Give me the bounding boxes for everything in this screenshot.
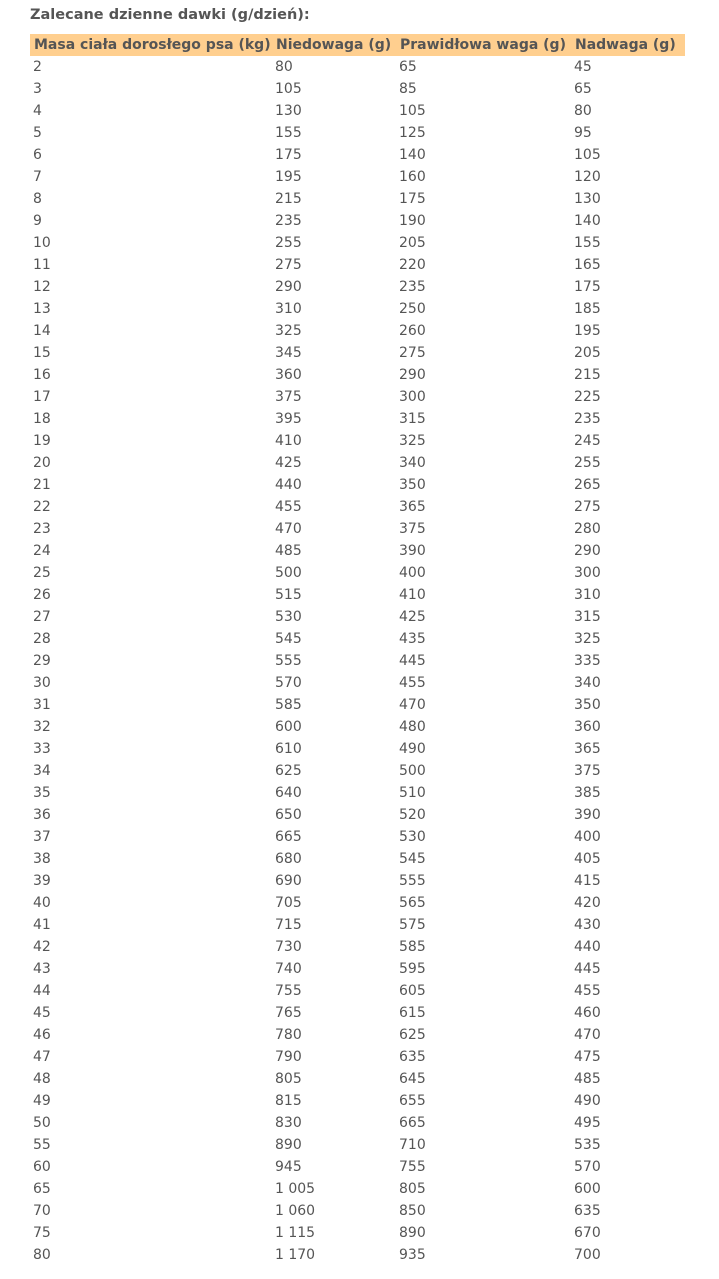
table-row [30,1156,685,1178]
cell-normal-weight: 105 [399,103,426,119]
cell-overweight: 490 [574,1093,601,1109]
cell-dog-weight: 15 [33,345,51,361]
cell-underweight: 515 [275,587,302,603]
table-row [30,1002,685,1024]
cell-overweight: 275 [574,499,601,515]
cell-overweight: 670 [574,1225,601,1241]
cell-underweight: 500 [275,565,302,581]
cell-underweight: 1 170 [275,1247,316,1263]
cell-normal-weight: 645 [399,1071,426,1087]
cell-dog-weight: 30 [33,675,51,691]
cell-normal-weight: 300 [399,389,426,405]
cell-dog-weight: 42 [33,939,51,955]
cell-dog-weight: 17 [33,389,51,405]
cell-normal-weight: 275 [399,345,426,361]
cell-normal-weight: 125 [399,125,426,141]
cell-overweight: 535 [574,1137,601,1153]
cell-overweight: 375 [574,763,601,779]
cell-underweight: 470 [275,521,302,537]
table-row [30,188,685,210]
cell-overweight: 310 [574,587,601,603]
cell-normal-weight: 850 [399,1203,426,1219]
cell-overweight: 335 [574,653,601,669]
cell-normal-weight: 85 [399,81,417,97]
header-normal-weight: Prawidłowa waga (g) [400,37,566,53]
table-row [30,386,685,408]
cell-dog-weight: 19 [33,433,51,449]
cell-underweight: 130 [275,103,302,119]
cell-underweight: 610 [275,741,302,757]
cell-dog-weight: 35 [33,785,51,801]
cell-underweight: 830 [275,1115,302,1131]
table-row [30,584,685,606]
header-underweight: Niedowaga (g) [276,37,392,53]
cell-normal-weight: 805 [399,1181,426,1197]
table-row [30,826,685,848]
cell-overweight: 105 [574,147,601,163]
cell-overweight: 390 [574,807,601,823]
cell-underweight: 640 [275,785,302,801]
cell-overweight: 255 [574,455,601,471]
table-row [30,980,685,1002]
cell-dog-weight: 27 [33,609,51,625]
cell-dog-weight: 10 [33,235,51,251]
cell-underweight: 440 [275,477,302,493]
table-row [30,848,685,870]
cell-overweight: 155 [574,235,601,251]
cell-dog-weight: 65 [33,1181,51,1197]
cell-dog-weight: 5 [33,125,42,141]
cell-dog-weight: 21 [33,477,51,493]
cell-overweight: 315 [574,609,601,625]
cell-normal-weight: 235 [399,279,426,295]
cell-dog-weight: 24 [33,543,51,559]
cell-normal-weight: 480 [399,719,426,735]
table-row [30,364,685,386]
cell-underweight: 1 005 [275,1181,316,1197]
cell-overweight: 235 [574,411,601,427]
cell-overweight: 130 [574,191,601,207]
cell-overweight: 360 [574,719,601,735]
cell-underweight: 395 [275,411,302,427]
table-row [30,122,685,144]
cell-normal-weight: 755 [399,1159,426,1175]
cell-overweight: 365 [574,741,601,757]
cell-dog-weight: 2 [33,59,42,75]
table-row [30,1244,685,1266]
cell-dog-weight: 37 [33,829,51,845]
cell-underweight: 360 [275,367,302,383]
cell-normal-weight: 290 [399,367,426,383]
cell-dog-weight: 8 [33,191,42,207]
table-header-row [30,34,685,56]
cell-dog-weight: 36 [33,807,51,823]
cell-normal-weight: 615 [399,1005,426,1021]
cell-normal-weight: 470 [399,697,426,713]
table-row [30,210,685,232]
cell-underweight: 105 [275,81,302,97]
cell-overweight: 405 [574,851,601,867]
cell-dog-weight: 50 [33,1115,51,1131]
cell-overweight: 140 [574,213,601,229]
cell-normal-weight: 935 [399,1247,426,1263]
cell-overweight: 120 [574,169,601,185]
cell-normal-weight: 410 [399,587,426,603]
cell-dog-weight: 48 [33,1071,51,1087]
cell-normal-weight: 655 [399,1093,426,1109]
table-row [30,694,685,716]
cell-overweight: 265 [574,477,601,493]
cell-normal-weight: 435 [399,631,426,647]
cell-normal-weight: 315 [399,411,426,427]
cell-underweight: 375 [275,389,302,405]
cell-underweight: 625 [275,763,302,779]
cell-normal-weight: 350 [399,477,426,493]
table-row [30,166,685,188]
table-row [30,430,685,452]
cell-underweight: 175 [275,147,302,163]
page-title: Zalecane dzienne dawki (g/dzień): [30,7,310,23]
cell-underweight: 310 [275,301,302,317]
table-row [30,78,685,100]
table-row [30,496,685,518]
table-row [30,1024,685,1046]
cell-overweight: 600 [574,1181,601,1197]
cell-underweight: 945 [275,1159,302,1175]
cell-dog-weight: 7 [33,169,42,185]
cell-normal-weight: 140 [399,147,426,163]
table-row [30,914,685,936]
cell-dog-weight: 12 [33,279,51,295]
cell-normal-weight: 390 [399,543,426,559]
cell-overweight: 570 [574,1159,601,1175]
cell-underweight: 815 [275,1093,302,1109]
cell-normal-weight: 545 [399,851,426,867]
cell-dog-weight: 6 [33,147,42,163]
cell-dog-weight: 80 [33,1247,51,1263]
table-row [30,760,685,782]
table-body [30,56,685,1266]
cell-overweight: 460 [574,1005,601,1021]
cell-dog-weight: 33 [33,741,51,757]
cell-overweight: 635 [574,1203,601,1219]
cell-dog-weight: 41 [33,917,51,933]
cell-underweight: 255 [275,235,302,251]
table-row [30,606,685,628]
cell-underweight: 650 [275,807,302,823]
cell-normal-weight: 510 [399,785,426,801]
cell-normal-weight: 365 [399,499,426,515]
cell-dog-weight: 47 [33,1049,51,1065]
cell-normal-weight: 205 [399,235,426,251]
cell-overweight: 440 [574,939,601,955]
cell-dog-weight: 18 [33,411,51,427]
cell-dog-weight: 43 [33,961,51,977]
table-row [30,1068,685,1090]
table-row [30,320,685,342]
cell-underweight: 425 [275,455,302,471]
cell-overweight: 165 [574,257,601,273]
cell-overweight: 415 [574,873,601,889]
cell-underweight: 195 [275,169,302,185]
cell-normal-weight: 520 [399,807,426,823]
cell-underweight: 555 [275,653,302,669]
cell-overweight: 340 [574,675,601,691]
cell-overweight: 290 [574,543,601,559]
table-row [30,892,685,914]
cell-normal-weight: 635 [399,1049,426,1065]
table-row [30,144,685,166]
cell-dog-weight: 29 [33,653,51,669]
table-row [30,298,685,320]
cell-normal-weight: 565 [399,895,426,911]
cell-dog-weight: 23 [33,521,51,537]
cell-normal-weight: 220 [399,257,426,273]
cell-overweight: 485 [574,1071,601,1087]
cell-dog-weight: 9 [33,213,42,229]
cell-overweight: 215 [574,367,601,383]
cell-normal-weight: 375 [399,521,426,537]
table-row [30,1046,685,1068]
cell-underweight: 530 [275,609,302,625]
cell-dog-weight: 25 [33,565,51,581]
cell-underweight: 890 [275,1137,302,1153]
cell-underweight: 345 [275,345,302,361]
cell-underweight: 545 [275,631,302,647]
cell-overweight: 245 [574,433,601,449]
cell-normal-weight: 325 [399,433,426,449]
cell-normal-weight: 585 [399,939,426,955]
cell-overweight: 280 [574,521,601,537]
cell-underweight: 410 [275,433,302,449]
cell-dog-weight: 40 [33,895,51,911]
cell-dog-weight: 4 [33,103,42,119]
table-row [30,716,685,738]
cell-dog-weight: 45 [33,1005,51,1021]
cell-underweight: 570 [275,675,302,691]
cell-underweight: 455 [275,499,302,515]
cell-normal-weight: 890 [399,1225,426,1241]
cell-underweight: 290 [275,279,302,295]
daily-dose-table [30,34,685,1266]
cell-normal-weight: 250 [399,301,426,317]
cell-dog-weight: 11 [33,257,51,273]
cell-overweight: 385 [574,785,601,801]
table-row [30,628,685,650]
table-row [30,672,685,694]
table-row [30,232,685,254]
cell-dog-weight: 22 [33,499,51,515]
table-row [30,936,685,958]
cell-normal-weight: 555 [399,873,426,889]
table-row [30,870,685,892]
cell-overweight: 300 [574,565,601,581]
table-row [30,276,685,298]
cell-overweight: 195 [574,323,601,339]
cell-dog-weight: 20 [33,455,51,471]
cell-overweight: 175 [574,279,601,295]
cell-underweight: 235 [275,213,302,229]
cell-underweight: 780 [275,1027,302,1043]
table-row [30,1178,685,1200]
cell-normal-weight: 175 [399,191,426,207]
table-row [30,650,685,672]
cell-normal-weight: 665 [399,1115,426,1131]
cell-overweight: 95 [574,125,592,141]
cell-normal-weight: 445 [399,653,426,669]
cell-underweight: 155 [275,125,302,141]
header-overweight: Nadwaga (g) [575,37,676,53]
table-row [30,452,685,474]
cell-dog-weight: 26 [33,587,51,603]
table-row [30,1134,685,1156]
cell-underweight: 805 [275,1071,302,1087]
cell-overweight: 400 [574,829,601,845]
cell-normal-weight: 260 [399,323,426,339]
cell-normal-weight: 340 [399,455,426,471]
cell-dog-weight: 70 [33,1203,51,1219]
table-row [30,1222,685,1244]
cell-overweight: 80 [574,103,592,119]
cell-underweight: 600 [275,719,302,735]
cell-overweight: 65 [574,81,592,97]
table-row [30,958,685,980]
cell-normal-weight: 500 [399,763,426,779]
cell-underweight: 705 [275,895,302,911]
cell-normal-weight: 455 [399,675,426,691]
cell-dog-weight: 31 [33,697,51,713]
cell-normal-weight: 595 [399,961,426,977]
cell-underweight: 1 060 [275,1203,316,1219]
cell-underweight: 715 [275,917,302,933]
cell-underweight: 765 [275,1005,302,1021]
cell-overweight: 45 [574,59,592,75]
cell-normal-weight: 625 [399,1027,426,1043]
cell-normal-weight: 710 [399,1137,426,1153]
table-row [30,254,685,276]
cell-dog-weight: 14 [33,323,51,339]
cell-dog-weight: 44 [33,983,51,999]
cell-overweight: 470 [574,1027,601,1043]
cell-normal-weight: 605 [399,983,426,999]
cell-underweight: 585 [275,697,302,713]
cell-underweight: 730 [275,939,302,955]
cell-overweight: 325 [574,631,601,647]
cell-normal-weight: 530 [399,829,426,845]
cell-normal-weight: 65 [399,59,417,75]
cell-dog-weight: 55 [33,1137,51,1153]
cell-dog-weight: 39 [33,873,51,889]
table-row [30,342,685,364]
cell-overweight: 700 [574,1247,601,1263]
cell-underweight: 690 [275,873,302,889]
table-row [30,518,685,540]
table-row [30,1200,685,1222]
cell-dog-weight: 34 [33,763,51,779]
cell-overweight: 350 [574,697,601,713]
cell-underweight: 215 [275,191,302,207]
table-row [30,540,685,562]
cell-underweight: 275 [275,257,302,273]
cell-dog-weight: 13 [33,301,51,317]
cell-underweight: 665 [275,829,302,845]
cell-dog-weight: 16 [33,367,51,383]
cell-underweight: 790 [275,1049,302,1065]
cell-normal-weight: 400 [399,565,426,581]
cell-underweight: 740 [275,961,302,977]
cell-overweight: 420 [574,895,601,911]
cell-overweight: 225 [574,389,601,405]
cell-overweight: 430 [574,917,601,933]
cell-overweight: 455 [574,983,601,999]
table-row [30,738,685,760]
table-row [30,782,685,804]
cell-overweight: 495 [574,1115,601,1131]
cell-dog-weight: 28 [33,631,51,647]
table-header [30,34,685,56]
cell-overweight: 475 [574,1049,601,1065]
table-row [30,562,685,584]
table-row [30,100,685,122]
cell-overweight: 185 [574,301,601,317]
cell-normal-weight: 160 [399,169,426,185]
cell-dog-weight: 46 [33,1027,51,1043]
table-row [30,408,685,430]
cell-normal-weight: 425 [399,609,426,625]
cell-normal-weight: 190 [399,213,426,229]
cell-dog-weight: 3 [33,81,42,97]
cell-underweight: 680 [275,851,302,867]
table-row [30,1090,685,1112]
cell-underweight: 325 [275,323,302,339]
table-row [30,804,685,826]
cell-underweight: 80 [275,59,293,75]
cell-normal-weight: 490 [399,741,426,757]
cell-underweight: 1 115 [275,1225,316,1241]
cell-dog-weight: 32 [33,719,51,735]
cell-dog-weight: 60 [33,1159,51,1175]
cell-normal-weight: 575 [399,917,426,933]
table-row [30,1112,685,1134]
cell-dog-weight: 49 [33,1093,51,1109]
cell-dog-weight: 75 [33,1225,51,1241]
cell-overweight: 205 [574,345,601,361]
table-row [30,474,685,496]
cell-overweight: 445 [574,961,601,977]
table-row [30,56,685,78]
header-dog-weight: Masa ciała dorosłego psa (kg) [34,37,271,53]
cell-underweight: 485 [275,543,302,559]
cell-underweight: 755 [275,983,302,999]
cell-dog-weight: 38 [33,851,51,867]
